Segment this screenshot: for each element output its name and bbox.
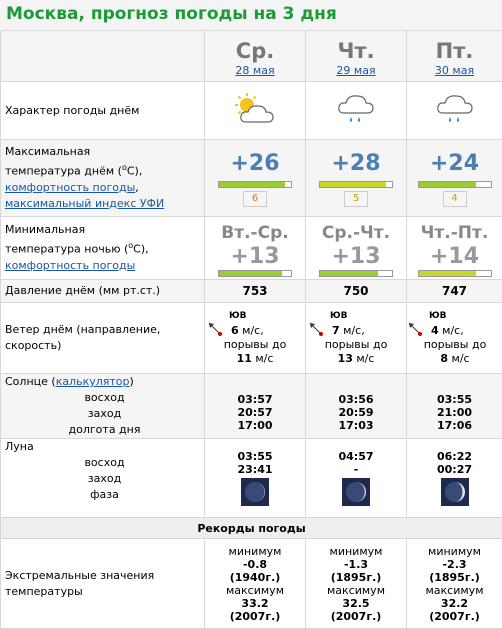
comfort-bar xyxy=(218,181,292,188)
tmin-label-unit: C), xyxy=(133,243,148,256)
tmax-label-line2 xyxy=(5,160,204,180)
wind-unit: м/с, xyxy=(343,324,365,337)
pressure-label: Давление днём (мм рт.ст.) xyxy=(1,280,205,303)
wind-unit: м/с, xyxy=(242,324,264,337)
comfort-bar xyxy=(319,181,393,188)
record-min-label: минимум xyxy=(205,545,305,558)
sunset-time: 20:57 xyxy=(205,406,305,419)
record-cell xyxy=(306,539,407,629)
pressure-row xyxy=(1,280,502,303)
comfort-bar-fill xyxy=(320,271,378,276)
gusts-label: порывы до xyxy=(308,338,404,352)
weather-row xyxy=(1,82,502,140)
moon-row xyxy=(1,439,502,518)
weather-cell xyxy=(205,82,306,140)
wind-box xyxy=(308,311,404,366)
light-rain-icon xyxy=(333,91,379,127)
record-min-value: -0.8 xyxy=(205,558,305,571)
tmin-label-text: температура ночью ( xyxy=(5,243,128,256)
tmin-cell xyxy=(306,217,407,280)
wind-cell xyxy=(407,303,502,374)
sunset-time: 20:59 xyxy=(306,406,406,419)
record-min-year: (1940г.) xyxy=(205,571,305,584)
record-max-year: (2007г.) xyxy=(306,610,406,623)
gusts-value: 11 xyxy=(237,352,252,365)
comfort-bar-fill xyxy=(419,182,477,187)
day-header-row xyxy=(1,31,502,82)
sun-title-close: ) xyxy=(130,375,134,388)
record-cell xyxy=(407,539,502,629)
sunrise-time: 03:56 xyxy=(306,393,406,406)
comma: , xyxy=(135,181,139,194)
moonset-time: - xyxy=(306,463,406,476)
wind-speed-line xyxy=(407,321,502,338)
comfort-bar xyxy=(418,270,492,277)
sun-cell xyxy=(205,374,306,439)
tmin-cell xyxy=(205,217,306,280)
record-max-label: максимум xyxy=(205,584,305,597)
wind-speed-line xyxy=(308,321,404,338)
comfort-bar-fill xyxy=(419,271,477,276)
wind-speed: 4 xyxy=(431,324,439,337)
day-date-link[interactable]: 30 мая xyxy=(407,64,502,78)
record-min-value: -2.3 xyxy=(407,558,502,571)
sun-label xyxy=(1,374,205,439)
day-name: Чт. xyxy=(306,38,406,64)
moonrise-time: 06:22 xyxy=(407,450,502,463)
comfort-bar-fill xyxy=(320,182,386,187)
day-name: Ср. xyxy=(205,38,305,64)
wind-cell xyxy=(205,303,306,374)
sunset-time: 21:00 xyxy=(407,406,502,419)
gusts-unit: м/с xyxy=(255,352,273,365)
gusts-value: 13 xyxy=(338,352,353,365)
phase-label: фаза xyxy=(5,487,204,517)
moon-phase-icon xyxy=(241,478,269,506)
tmin-value: +14 xyxy=(407,244,502,270)
wind-row xyxy=(1,303,502,374)
light-rain-icon xyxy=(432,91,478,127)
record-cell xyxy=(205,539,306,629)
partly-cloudy-icon xyxy=(232,92,278,126)
wind-speed: 6 xyxy=(231,324,239,337)
daylength-value: 17:03 xyxy=(306,419,406,432)
comfort-link[interactable]: комфортность погоды xyxy=(5,181,135,194)
extreme-label-line2: температуры xyxy=(5,584,204,600)
wind-arrow-icon xyxy=(207,321,223,337)
record-min-value: -1.3 xyxy=(306,558,406,571)
sunrise-time: 03:57 xyxy=(205,393,305,406)
corner-cell xyxy=(1,31,205,82)
tmax-cell xyxy=(407,140,502,217)
record-min-year: (1895г.) xyxy=(407,571,502,584)
gusts-label: порывы до xyxy=(207,338,303,352)
uv-badge: 4 xyxy=(443,191,467,207)
records-header-row xyxy=(1,518,502,539)
night-days: Вт.-Ср. xyxy=(205,222,305,244)
tmax-cell xyxy=(306,140,407,217)
page-title: Москва, прогноз погоды на 3 дня xyxy=(6,4,337,24)
moonset-label: заход xyxy=(5,471,204,487)
moon-cell xyxy=(306,439,407,518)
tmax-label-unit: C), xyxy=(127,165,142,178)
moonrise-time: 04:57 xyxy=(306,450,406,463)
tmax-label-text: температура днём ( xyxy=(5,165,122,178)
wind-label: Ветер днём (направление, скорость) xyxy=(1,303,205,374)
moonrise-label: восход xyxy=(5,455,204,471)
tmax-cell xyxy=(205,140,306,217)
moon-label xyxy=(1,439,205,518)
record-min-label: минимум xyxy=(306,545,406,558)
header-bar xyxy=(0,0,502,31)
record-max-year: (2007г.) xyxy=(205,610,305,623)
day-header xyxy=(407,31,502,82)
day-header xyxy=(205,31,306,82)
comfort-bar xyxy=(418,181,492,188)
record-max-label: максимум xyxy=(306,584,406,597)
record-max-label: максимум xyxy=(407,584,502,597)
night-days: Ср.-Чт. xyxy=(306,222,406,244)
wind-direction: ЮВ xyxy=(308,311,404,321)
degree-mark: о xyxy=(128,241,133,250)
comfort-bar-fill xyxy=(219,182,285,187)
record-min-label: минимум xyxy=(407,545,502,558)
comfort-link[interactable]: комфортность погоды xyxy=(5,259,135,272)
moon-cell xyxy=(205,439,306,518)
tmin-value: +13 xyxy=(306,244,406,270)
day-date-link[interactable]: 28 мая xyxy=(205,64,305,78)
moon-phase-icon xyxy=(342,478,370,506)
record-max-value: 33.2 xyxy=(205,597,305,610)
day-date-link[interactable]: 29 мая xyxy=(306,64,406,78)
day-name: Пт. xyxy=(407,38,502,64)
tmin-label xyxy=(1,217,205,280)
comfort-bar xyxy=(319,270,393,277)
calculator-link[interactable]: калькулятор xyxy=(56,375,130,388)
sun-row xyxy=(1,374,502,439)
sunrise-time: 03:55 xyxy=(407,393,502,406)
gusts-unit: м/с xyxy=(452,352,470,365)
wind-box xyxy=(207,311,303,366)
moon-phase-icon xyxy=(441,478,469,506)
record-max-value: 32.5 xyxy=(306,597,406,610)
tmax-value: +24 xyxy=(407,150,502,178)
moonset-time: 23:41 xyxy=(205,463,305,476)
tmin-row xyxy=(1,217,502,280)
tmin-value: +13 xyxy=(205,244,305,270)
tmax-label-line1: Максимальная xyxy=(5,144,204,160)
moon-cell xyxy=(407,439,502,518)
tmax-value: +28 xyxy=(306,150,406,178)
weather-label: Характер погоды днём xyxy=(1,82,205,140)
comfort-bar xyxy=(218,270,292,277)
wind-unit: м/с, xyxy=(442,324,464,337)
record-max-year: (2007г.) xyxy=(407,610,502,623)
tmin-label-line1: Минимальная xyxy=(5,222,204,238)
night-days: Чт.-Пт. xyxy=(407,222,502,244)
gusts-value: 8 xyxy=(440,352,448,365)
records-row xyxy=(1,539,502,629)
pressure-value: 747 xyxy=(407,280,502,303)
moonrise-time: 03:55 xyxy=(205,450,305,463)
records-title: Рекорды погоды xyxy=(1,518,502,539)
weather-cell xyxy=(407,82,502,140)
tmin-cell xyxy=(407,217,502,280)
degree-mark: о xyxy=(122,163,127,172)
wind-direction: ЮВ xyxy=(207,311,303,321)
gusts-label: порывы до xyxy=(407,338,502,352)
sunrise-label: восход xyxy=(5,390,204,406)
daylength-value: 17:00 xyxy=(205,419,305,432)
weather-cell xyxy=(306,82,407,140)
extreme-label-line1: Экстремальные значения xyxy=(5,568,204,584)
wind-cell xyxy=(306,303,407,374)
tmax-label xyxy=(1,140,205,217)
wind-speed: 7 xyxy=(332,324,340,337)
comfort-bar-fill xyxy=(219,271,282,276)
moon-title: Луна xyxy=(5,439,204,455)
wind-speed-line xyxy=(207,321,303,338)
sunset-label: заход xyxy=(5,406,204,422)
tmax-row xyxy=(1,140,502,217)
sun-cell xyxy=(306,374,407,439)
pressure-value: 753 xyxy=(205,280,306,303)
record-max-value: 32.2 xyxy=(407,597,502,610)
sun-cell xyxy=(407,374,502,439)
wind-arrow-icon xyxy=(407,321,423,337)
moonset-time: 00:27 xyxy=(407,463,502,476)
sun-title: Солнце ( xyxy=(5,375,56,388)
extreme-label xyxy=(1,539,205,629)
pressure-value: 750 xyxy=(306,280,407,303)
daylength-label: долгота дня xyxy=(5,422,204,438)
day-header xyxy=(306,31,407,82)
wind-arrow-icon xyxy=(308,321,324,337)
uv-badge: 6 xyxy=(243,191,267,207)
tmax-value: +26 xyxy=(205,150,305,178)
record-min-year: (1895г.) xyxy=(306,571,406,584)
wind-direction: ЮВ xyxy=(407,311,502,321)
uv-index-link[interactable]: максимальный индекс УФИ xyxy=(5,197,164,210)
forecast-table xyxy=(0,30,502,629)
uv-badge: 5 xyxy=(344,191,368,207)
gusts-unit: м/с xyxy=(356,352,374,365)
daylength-value: 17:06 xyxy=(407,419,502,432)
wind-box xyxy=(407,311,502,366)
tmin-label-line2 xyxy=(5,238,204,258)
